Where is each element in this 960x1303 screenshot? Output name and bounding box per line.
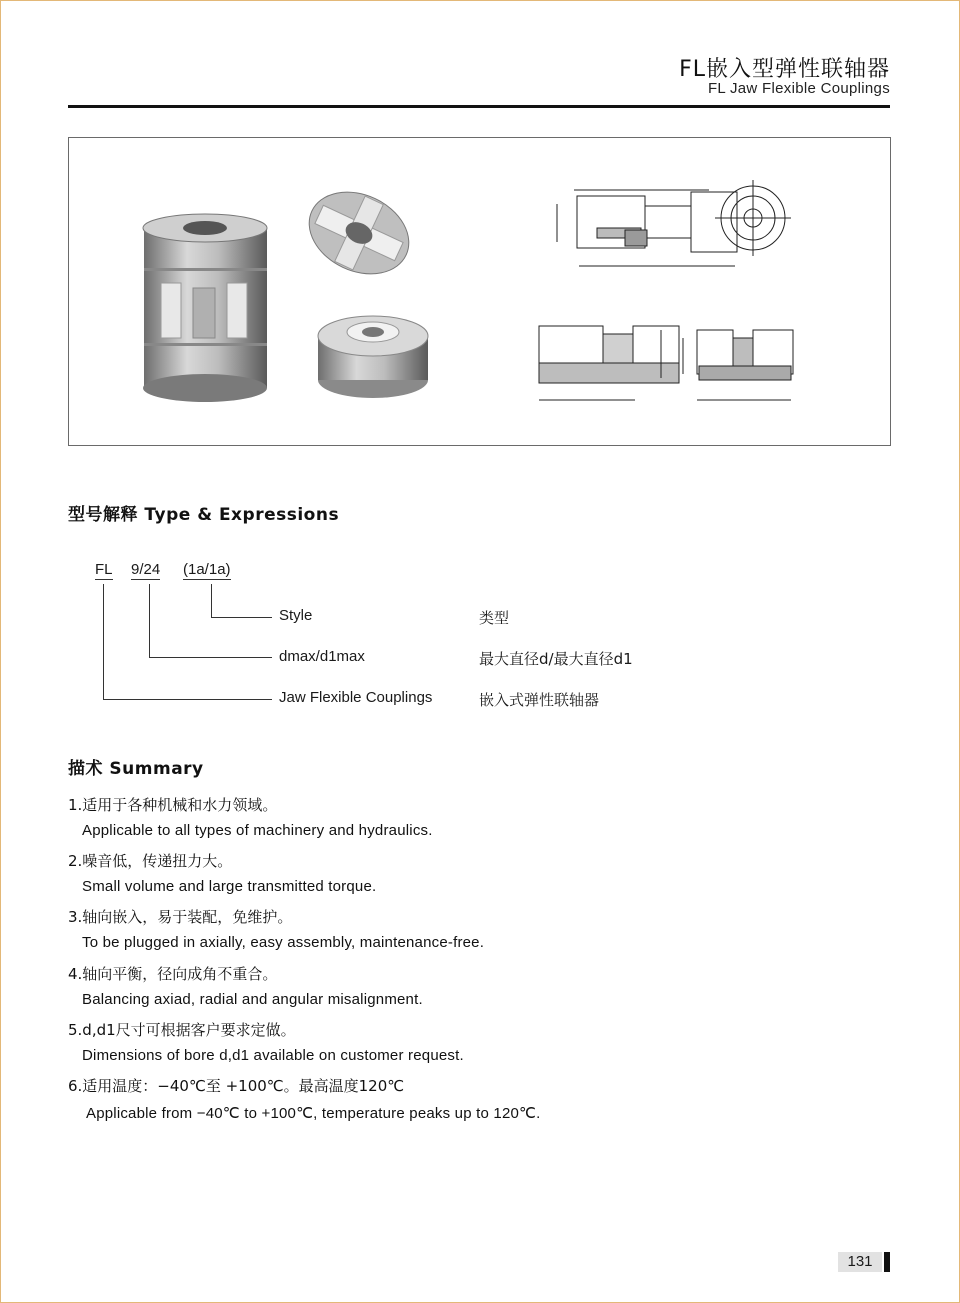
connector-diameter-h bbox=[149, 657, 272, 658]
code-part-diameter: 9/24 bbox=[131, 561, 161, 578]
coupling-photo bbox=[143, 214, 267, 402]
summary-item-1-cn: 1.适用于各种机械和水力领域。 bbox=[68, 796, 278, 814]
summary-item-3-cn: 3.轴向嵌入，易于装配，免维护。 bbox=[68, 908, 293, 926]
connector-series-h bbox=[103, 699, 272, 700]
page-title-en: FL Jaw Flexible Couplings bbox=[707, 80, 890, 97]
header-rule bbox=[68, 105, 890, 108]
summary-item-4-cn: 4.轴向平衡，径向成角不重合。 bbox=[68, 965, 278, 983]
page-title-cn: FL嵌入型弹性联轴器 bbox=[679, 57, 890, 82]
type-heading-cn: 型号解释 bbox=[68, 505, 138, 525]
page-number-bar bbox=[884, 1252, 890, 1272]
page-number: 131 bbox=[838, 1252, 882, 1272]
summary-item-6-en: Applicable from −40℃ to +100℃, temperature peaks up to 120℃. bbox=[86, 1105, 541, 1122]
type-section-heading bbox=[68, 500, 339, 525]
summary-item-5-en: Dimensions of bore d,d1 available on customer request. bbox=[82, 1047, 464, 1064]
summary-item-2-en: Small volume and large transmitted torque. bbox=[82, 878, 377, 895]
summary-heading-cn: 描术 bbox=[68, 759, 103, 779]
type-heading-en: Type & Expressions bbox=[144, 505, 340, 525]
summary-section-heading bbox=[68, 754, 204, 779]
spider-element-photo bbox=[296, 177, 428, 398]
code-part-series: FL bbox=[95, 561, 113, 578]
summary-heading-en: Summary bbox=[109, 759, 204, 779]
series-label-en: Jaw Flexible Couplings bbox=[279, 689, 433, 706]
style-label-en: Style bbox=[279, 607, 313, 624]
product-illustrations bbox=[69, 138, 890, 445]
style-label-cn: 类型 bbox=[479, 609, 510, 627]
summary-item-3-en: To be plugged in axially, easy assembly, maintenance-free. bbox=[82, 934, 485, 951]
summary-item-2-cn: 2.噪音低，传递扭力大。 bbox=[68, 852, 233, 870]
connector-series-v bbox=[103, 584, 104, 700]
series-label-cn: 嵌入式弹性联轴器 bbox=[479, 691, 600, 709]
diameter-label-cn: 最大直径d/最大直径d1 bbox=[479, 650, 633, 668]
assembly-drawings bbox=[539, 180, 793, 400]
summary-item-6-cn: 6.适用温度：−40℃至 +100℃。最高温度120℃ bbox=[68, 1077, 405, 1095]
summary-item-1-en: Applicable to all types of machinery and hydraulics. bbox=[82, 822, 433, 839]
product-figure bbox=[68, 137, 891, 446]
connector-diameter-v bbox=[149, 584, 150, 658]
summary-item-4-en: Balancing axiad, radial and angular misalignment. bbox=[82, 991, 423, 1008]
connector-style-v bbox=[211, 584, 212, 617]
connector-style-h bbox=[211, 617, 272, 618]
summary-item-5-cn: 5.d,d1尺寸可根据客户要求定做。 bbox=[68, 1021, 296, 1039]
code-part-style: (1a/1a) bbox=[183, 561, 231, 578]
diameter-label-en: dmax/d1max bbox=[279, 648, 365, 665]
